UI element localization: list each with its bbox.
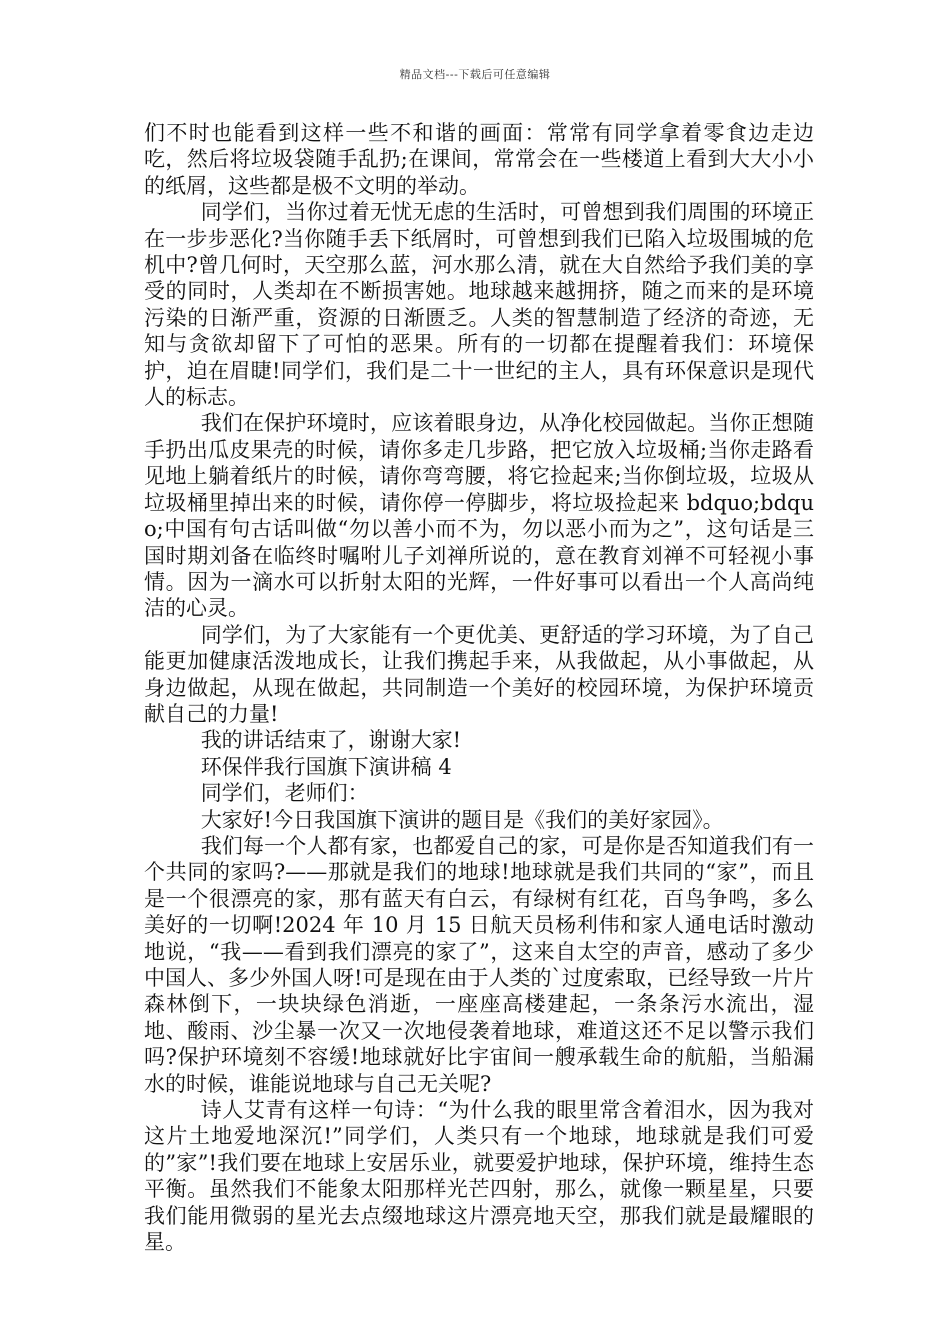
page-header: 精品文档---下载后可任意编辑 <box>399 68 551 81</box>
paragraph: 们不时也能看到这样一些不和谐的画面：常常有同学拿着零食边走边吃，然后将垃圾袋随手乱扔;在课间，常常会在一些楼道上看到大大小小的纸屑，这些都是极不文明的举动。 <box>144 121 814 198</box>
paragraph: 同学们，为了大家能有一个更优美、更舒适的学习环境，为了自己能更加健康活泼地成长，让我们携起手来，从我做起，从小事做起，从身边做起，从现在做起，共同制造一个美好的校园环境，为保护环境贡献自己的力量! <box>144 622 814 726</box>
paragraph: 我们每一个人都有家，也都爱自己的家，可是你是否知道我们有一个共同的家吗?——那就是我们的地球!地球就是我们共同的“家”，而且是一个很漂亮的家，那有蓝天有白云，有绿树有红花，百鸟争鸣，多么美好的一切啊!2024 年 10 月 15 日航天员杨利伟和家人通电话时激动地说，“我——看到我们漂亮的家了”，这来自太空的声音，感动了多少中国人、多少外国人呀!可是现在由于人类的`过度索取，已经导致一片片森林倒下，一块块绿色消逝，一座座高楼建起，一条条污水流出，湿地、酸雨、沙尘暴一次又一次地侵袭着地球，难道这还不足以警示我们吗?保护环境刻不容缓!地球就好比宇宙间一艘承载生命的航船，当船漏水的时候，谁能说地球与自己无关呢? <box>144 833 814 1096</box>
section-title: 环保伴我行国旗下演讲稿 4 <box>200 754 452 779</box>
paragraph: 同学们，当你过着无忧无虑的生活时，可曾想到我们周围的环境正在一步步恶化?当你随手丢下纸屑时，可曾想到我们已陷入垃圾围城的危机中?曾几何时，天空那么蓝，河水那么清，就在大自然给予我们美的享受的同时，人类却在不断损害她。地球越来越拥挤，随之而来的是环境污染的日渐严重，资源的日渐匮乏。人类的智慧制造了经济的奇迹，无知与贪欲却留下了可怕的恶果。所有的一切都在提醒着我们：环境保护，迫在眉睫!同学们，我们是二十一世纪的主人，具有环保意识是现代人的标志。 <box>144 200 814 410</box>
document-body <box>144 120 814 1255</box>
paragraph: 诗人艾青有这样一句诗：“为什么我的眼里常含着泪水，因为我对这片土地爱地深沉!”同学们，人类只有一个地球，地球就是我们可爱的”家”!我们要在地球上安居乐业，就要爱护地球，保护环境，维持生态平衡。虽然我们不能象太阳那样光芒四射，那么，就像一颗星星，只要我们能用微弱的星光去点缀地球这片漂亮地天空，那我们就是最耀眼的星。 <box>144 1098 814 1255</box>
paragraph: 大家好!今日我国旗下演讲的题目是《我们的美好家园》。 <box>200 807 724 832</box>
paragraph: 我的讲话结束了，谢谢大家! <box>200 728 462 753</box>
paragraph: 我们在保护环境时，应该着眼身边，从净化校园做起。当你正想随手扔出瓜皮果壳的时候，请你多走几步路，把它放入垃圾桶;当你走路看见地上躺着纸片的时候，请你弯弯腰，将它捡起来;当你倒垃圾，垃圾从垃圾桶里掉出来的时候，请你停一停脚步，将垃圾捡起来 bdquo;bdquo;中国有句古话叫做“勿以善小而不为，勿以恶小而为之”，这句话是三国时期刘备在临终时嘱咐儿子刘禅所说的，意在教育刘禅不可轻视小事情。因为一滴水可以折射太阳的光辉，一件好事可以看出一个人高尚纯洁的心灵。 <box>144 411 814 621</box>
salutation: 同学们，老师们： <box>200 781 369 806</box>
